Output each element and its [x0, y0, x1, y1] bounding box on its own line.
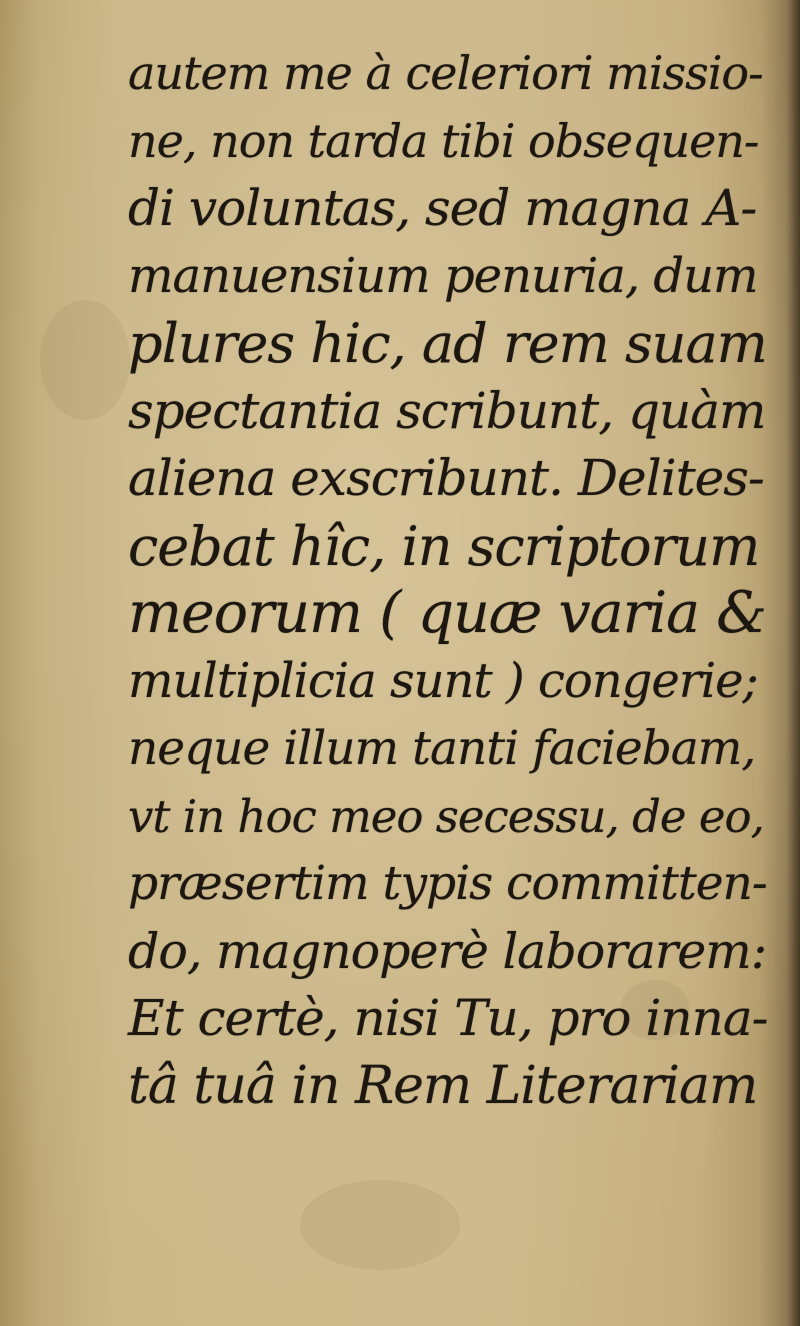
- text-line-12: vt in hoc meo secessu, de eo,: [128, 789, 764, 843]
- text-line-3: di voluntas, sed magna A-: [128, 179, 757, 237]
- text-line-6: spectantia scribunt, quàm: [128, 381, 766, 440]
- page-edge-shadow: [786, 0, 800, 1326]
- text-line-11: neque illum tanti faciebam,: [128, 721, 756, 776]
- text-line-14: do, magnoperè laborarem:: [128, 922, 767, 980]
- text-line-15: Et certè, nisi Tu, pro inna-: [128, 989, 768, 1047]
- text-line-8: cebat hîc, in scriptorum: [128, 514, 760, 578]
- text-line-7: aliena exscribunt. Delites-: [128, 449, 764, 507]
- text-line-5: plures hic, ad rem suam: [128, 312, 767, 375]
- text-line-10: multiplicia sunt ) congerie;: [128, 652, 758, 709]
- text-line-2: ne, non tarda tibi obsequen-: [128, 113, 759, 168]
- text-line-1: autem me à celeriori missio-: [128, 46, 763, 100]
- text-line-9: meorum ( quæ varia &: [128, 580, 766, 646]
- paper-stain: [300, 1180, 460, 1270]
- text-line-13: præsertim typis committen-: [128, 856, 767, 911]
- paper-stain: [40, 300, 130, 420]
- text-line-4: manuensium penuria, dum: [128, 247, 758, 304]
- text-line-16: tâ tuâ in Rem Literariam: [128, 1055, 758, 1116]
- text-block: [128, 40, 768, 1120]
